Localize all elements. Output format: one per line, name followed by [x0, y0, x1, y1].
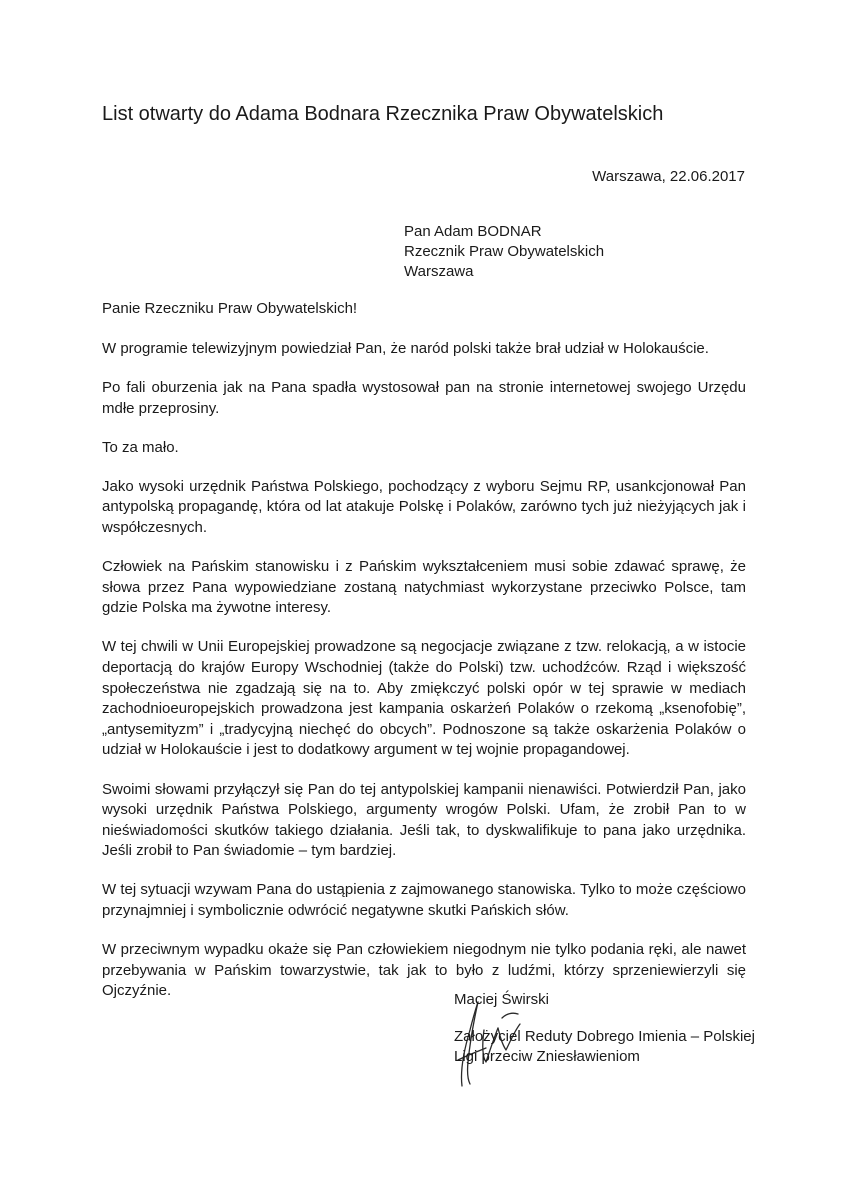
signatory-role-line: Ligi przeciw Zniesławieniom: [454, 1048, 640, 1066]
body-paragraph: W tej chwili w Unii Europejskiej prowadzone są negocjacje związane z tzw. relokacją, a w istocie deportacją do krajów Europy Wschodniej (także do Polski) tzw. uchodźców. Rząd i większość społeczeństwa nie zgadzają się na to. Aby zmiękczyć polski opór w tej sprawie w mediach zachodnioeuropejskich prowadzona jest kampania oskarżeń Polaków o rzekomą „ksenofobię”, „antysemityzm” i „tradycyjną niechęć do obcych”. Podnoszone są także oskarżenia Polaków o udział w Holokauście i jest to dodatkowy argument w tej wojnie propagandowej.: [102, 638, 746, 759]
body-paragraph: W tej sytuacji wzywam Pana do ustąpienia z zajmowanego stanowiska. Tylko to może częściowo przynajmniej i symbolicznie odwrócić negatywne skutki Pańskich słów.: [102, 881, 746, 919]
salutation: Panie Rzeczniku Praw Obywatelskich!: [102, 300, 358, 317]
signatory-name: Maciej Świrski: [454, 991, 550, 1008]
body-paragraph: Swoimi słowami przyłączył się Pan do tej antypolskiej kampanii nienawiści. Potwierdził Pan, jako wysoki urzędnik Państwa Polskiego, argumenty wrogów Polski. Ufam, że zrobił Pan to w nieświadomości skutków takiego działania. Jeśli tak, to dyskwalifikuje to pana jako urzędnika. Jeśli zrobił to Pan świadomie – tym bardziej.: [102, 780, 746, 860]
body-paragraph: W programie telewizyjnym powiedział Pan, że naród polski także brał udział w Holokauście.: [102, 340, 709, 357]
letter-date: Warszawa, 22.06.2017: [592, 168, 745, 185]
addressee-city: Warszawa: [404, 263, 474, 280]
body-paragraph: W przeciwnym wypadku okaże się Pan człowiekiem niegodnym nie tylko podania ręki, ale nawet przebywania w Pańskim towarzystwie, tak jak to było z ludźmi, którzy sprzeniewierzyli się Ojczyźnie.: [102, 941, 746, 1000]
signatory-role-line: Założyciel Reduty Dobrego Imienia – Polskiej: [454, 1027, 755, 1045]
body-paragraph: Człowiek na Pańskim stanowisku i z Pańskim wykształceniem musi sobie zdawać sprawę, że słowa przez Pana wypowiedziane zostaną natychmiast wykorzystane przeciwko Polsce, tam gdzie Polska ma żywotne interesy.: [102, 558, 746, 617]
body-paragraph: To za mało.: [102, 438, 179, 456]
addressee-position: Rzecznik Praw Obywatelskich: [404, 243, 605, 260]
letter-title: List otwarty do Adama Bodnara Rzecznika Praw Obywatelskich: [102, 103, 664, 125]
body-paragraph: Po fali oburzenia jak na Pana spadła wystosował pan na stronie internetowej swojego Urzędu mdłe przeprosiny.: [102, 379, 746, 417]
letter-body: [102, 339, 746, 1020]
body-paragraph: Jako wysoki urzędnik Państwa Polskiego, pochodzący z wyboru Sejmu RP, usankcjonował Pan antypolską propagandę, która od lat atakuje Polskę i Polaków, zarówno tych już nieżyjących jak i współczesnych.: [102, 477, 746, 537]
addressee-block: [404, 222, 604, 282]
signature-block: [454, 990, 754, 1068]
signatory-role: [454, 1027, 754, 1068]
addressee-name: Pan Adam BODNAR: [404, 223, 542, 240]
